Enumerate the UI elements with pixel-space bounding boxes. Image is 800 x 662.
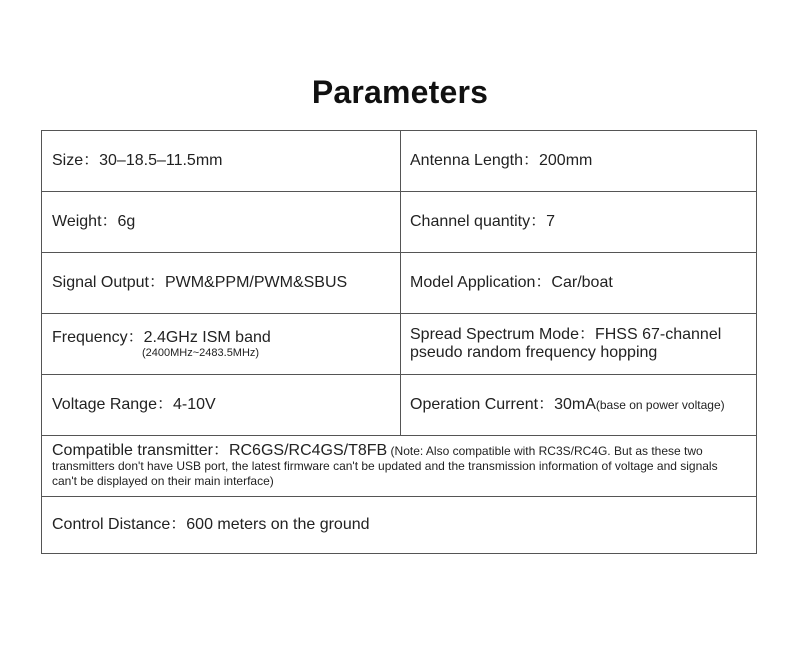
frequency-range: (2400MHz~2483.5MHz) (142, 347, 260, 359)
frequency-label: Frequency：2.4GHz ISM band (52, 329, 271, 346)
antenna-length-cell: Antenna Length：200mm (410, 152, 593, 169)
voltage-range-cell: Voltage Range：4-10V (42, 375, 401, 435)
table-row (42, 314, 756, 375)
table-row (42, 192, 756, 253)
operation-current-label: Operation Current：30mA (410, 396, 596, 413)
weight-cell: Weight：6g (42, 192, 401, 252)
compatible-transmitter-label: Compatible transmitter：RC6GS/RC4GS/T8FB (52, 442, 388, 459)
table-row (42, 131, 756, 192)
parameters-table (41, 130, 757, 554)
size-cell: Size：30‒18.5‒11.5mm (42, 131, 401, 191)
spread-spectrum-cell: Spread Spectrum Mode：FHSS 67-channel pseudo random frequency hopping (410, 326, 722, 361)
control-distance-cell: Control Distance：600 meters on the ground (52, 516, 370, 533)
compatible-transmitter-cell (42, 436, 756, 496)
operation-current-cell (401, 375, 756, 435)
table-row (42, 497, 756, 553)
table-row (42, 253, 756, 314)
page-title: Parameters (311, 74, 489, 110)
operation-current-note: (base on power voltage) (595, 398, 725, 412)
channel-quantity-cell: Channel quantity：7 (410, 213, 555, 230)
signal-output-cell: Signal Output：PWM&PPM/PWM&SBUS (42, 253, 401, 313)
table-row (42, 436, 756, 497)
table-row (42, 375, 756, 436)
model-application-cell: Model Application：Car/boat (410, 274, 613, 291)
frequency-cell (42, 314, 401, 374)
compatible-transmitter-note: (Note: Also compatible with RC3S/RC4G. But as these two transmitters don't have USB port, the latest firmware can't be updated and the transmission information of voltage and signals can't be displayed on their main interface) (52, 444, 718, 488)
